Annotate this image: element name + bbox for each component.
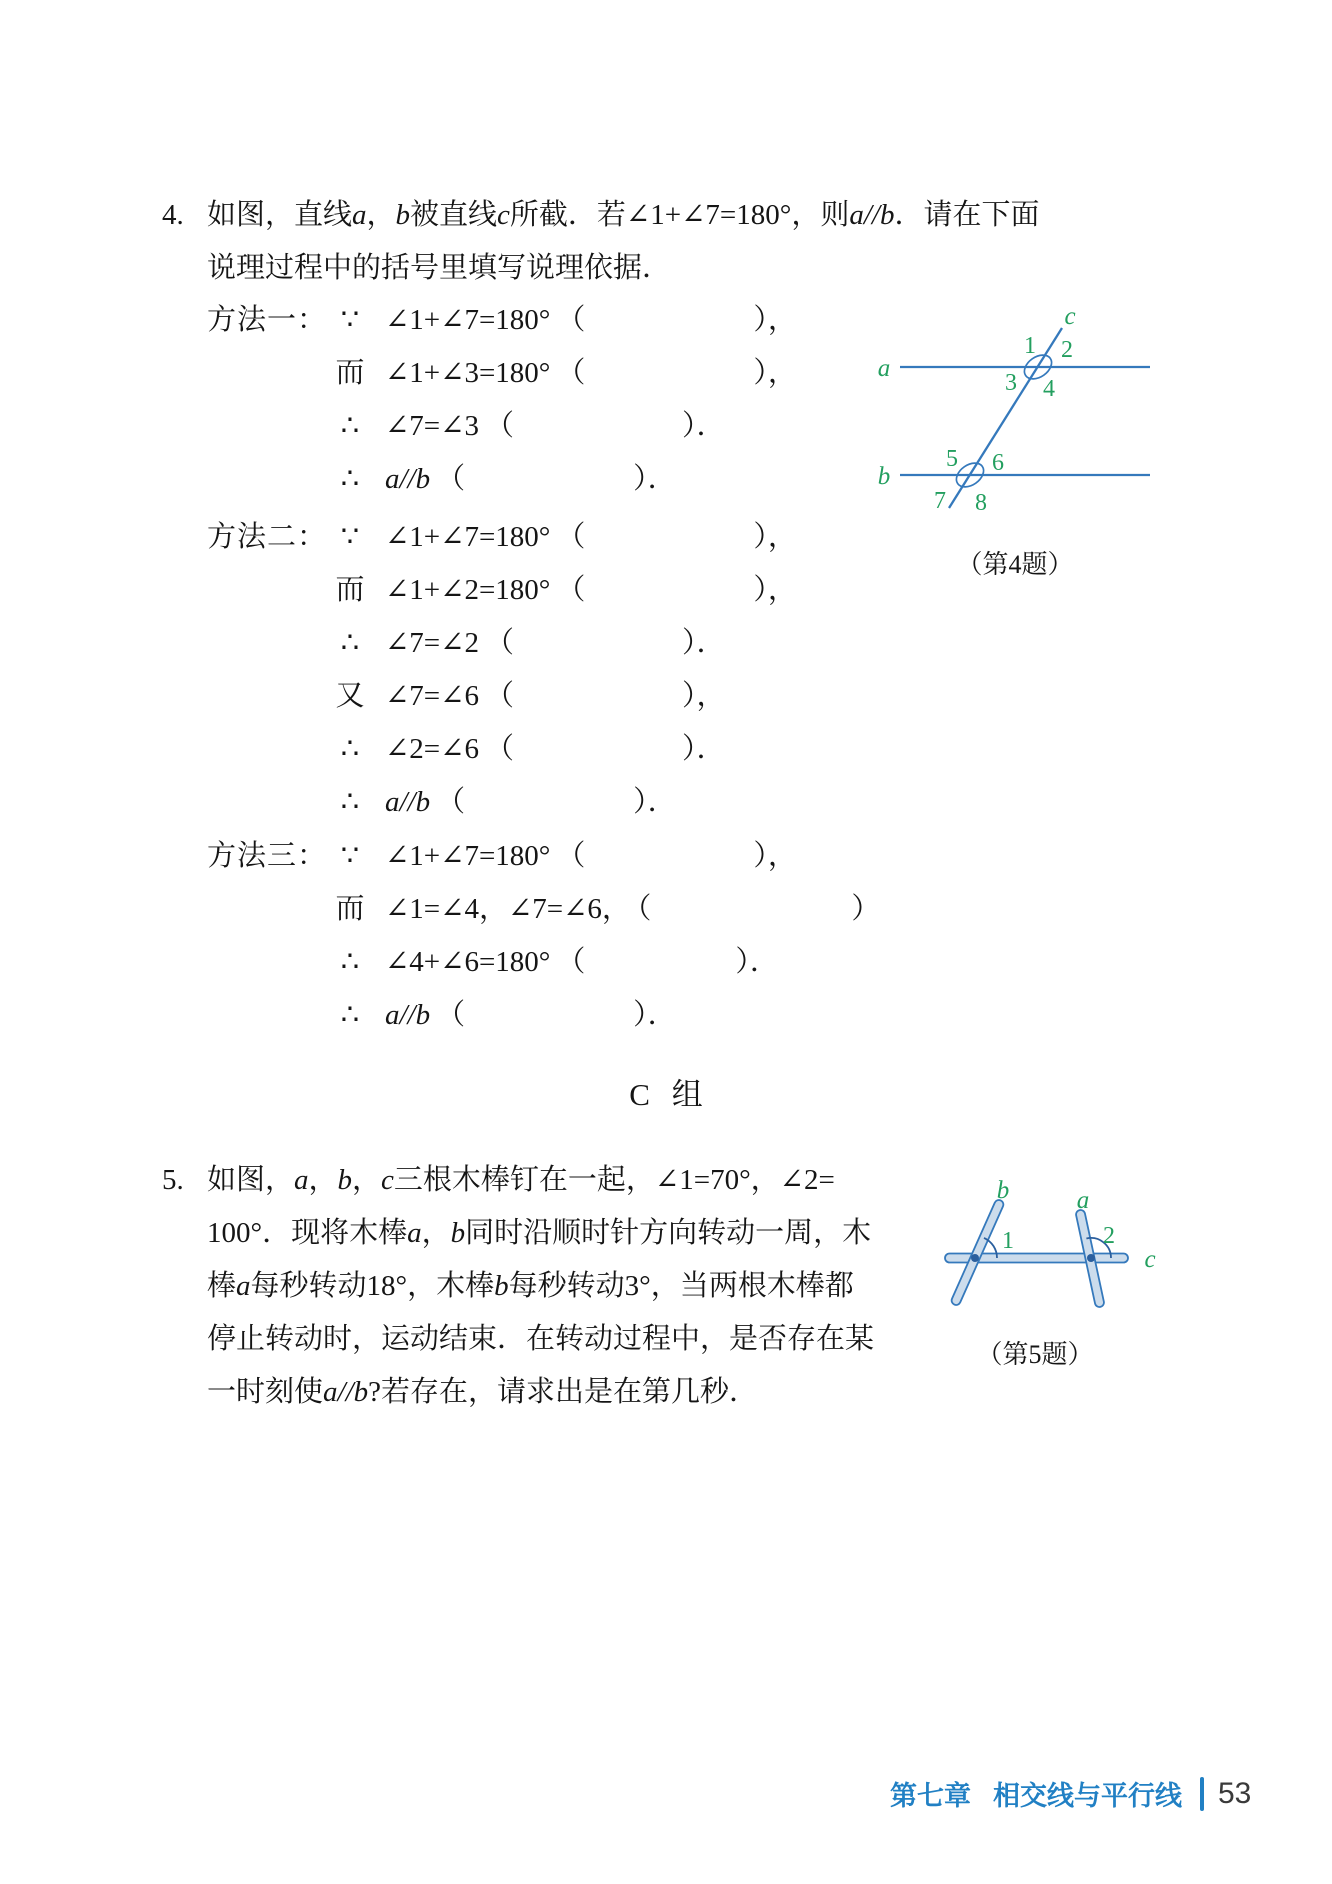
blank-for-reason [465, 1023, 633, 1024]
problem5-line-2: 100°．现将木棒a，b同时沿顺时针方向转动一周，木 [207, 1217, 872, 1249]
group-c-heading: C 组 [629, 1077, 703, 1112]
problem5-line-3: 棒a每秒转动18°，木棒b每秒转动3°，当两根木棒都 [207, 1270, 854, 1302]
close-paren: ）． [735, 946, 779, 978]
label-line-b: b [877, 463, 891, 490]
pin-b-c [971, 1254, 979, 1262]
connector: 而 [335, 893, 365, 925]
method2-row-5 [0, 729, 1332, 769]
problem4-number: 4. [162, 199, 184, 231]
formula: ∠1+∠7=180° [385, 840, 551, 872]
problem5-line-4: 停止转动时，运动结束．在转动过程中，是否存在某 [207, 1323, 875, 1355]
formula: ∠1+∠3=180° [385, 357, 551, 389]
formula: ∠7=∠3 [385, 410, 479, 442]
open-paren: （ [556, 840, 586, 872]
angle-2-label: 2 [1103, 1223, 1115, 1249]
label-stick-a: a [1076, 1187, 1090, 1214]
close-paren: ）， [681, 680, 726, 712]
open-paren: （ [484, 410, 514, 442]
figure-problem5 [935, 1180, 1175, 1320]
formula: a//b [385, 786, 431, 818]
blank-for-reason [585, 598, 753, 599]
formula: ∠4+∠6=180° [385, 946, 551, 978]
therefore-symbol: ∴ [340, 410, 360, 442]
close-paren: ）． [633, 463, 677, 495]
blank-for-reason [514, 434, 682, 435]
blank-for-reason [651, 917, 851, 918]
close-paren: ）． [681, 733, 726, 765]
blank-for-reason [465, 810, 633, 811]
formula: ∠7=∠6 [385, 680, 479, 712]
close-paren: ）， [753, 840, 797, 872]
open-paren: （ [556, 574, 586, 606]
problem4-intro-line-1: 如图，直线a，b被直线c所截．若∠1+∠7=180°，则a//b．请在下面 [207, 199, 1040, 231]
method2-row-4 [0, 676, 1332, 716]
blank-for-reason [514, 651, 682, 652]
close-paren: ）， [753, 574, 797, 606]
label-line-c: c [1064, 303, 1076, 330]
method2-row-6 [0, 782, 1332, 822]
formula: ∠1+∠7=180° [385, 521, 551, 553]
footer-chapter: 第七章 [890, 1781, 971, 1811]
close-paren: ）， [753, 304, 797, 336]
blank-for-reason [514, 757, 682, 758]
therefore-symbol: ∴ [340, 999, 360, 1031]
figure4-caption: （第4题） [956, 550, 1074, 579]
blank-for-reason [585, 545, 753, 546]
blank-for-reason [585, 381, 753, 382]
open-paren: （ [556, 521, 586, 553]
because-symbol: ∵ [340, 840, 360, 872]
therefore-symbol: ∴ [340, 786, 360, 818]
open-paren: （ [484, 680, 514, 712]
connector: 而 [335, 357, 365, 389]
footer-section: 相交线与平行线 [993, 1781, 1182, 1811]
blank-for-reason [585, 328, 753, 329]
label-stick-b: b [996, 1180, 1010, 1204]
angle-5-label: 5 [946, 446, 958, 472]
angle-6-label: 6 [992, 450, 1004, 476]
angle-1-label: 1 [1024, 333, 1036, 359]
also-connector: 又 [335, 680, 365, 712]
open-paren: （ [556, 304, 586, 336]
problem5-line-5: 一时刻使a//b?若存在，请求出是在第几秒． [207, 1376, 759, 1408]
formula: a//b [385, 463, 431, 495]
formula: a//b [385, 999, 431, 1031]
footer-divider [1200, 1777, 1204, 1811]
angle-7-label: 7 [934, 488, 946, 514]
therefore-symbol: ∴ [340, 733, 360, 765]
close-paren: ）． [633, 999, 677, 1031]
open-paren: （ [556, 946, 586, 978]
connector: 而 [335, 574, 365, 606]
angle-4-label: 4 [1043, 376, 1055, 402]
pin-a-c [1087, 1254, 1095, 1262]
close-paren: ）， [753, 357, 797, 389]
method2-row-3 [0, 623, 1332, 663]
because-symbol: ∵ [340, 521, 360, 553]
formula: ∠1=∠4，∠7=∠6， [385, 893, 631, 925]
open-paren: （ [436, 999, 466, 1031]
because-symbol: ∵ [340, 304, 360, 336]
page-number: 53 [1218, 1776, 1252, 1810]
angle-2-label: 2 [1061, 337, 1073, 363]
open-paren: （ [556, 357, 586, 389]
method3-row-3 [0, 942, 1332, 982]
figure-problem4 [855, 300, 1175, 515]
therefore-symbol: ∴ [340, 627, 360, 659]
close-paren: ） [851, 893, 881, 925]
method1-label: 方法一： [207, 304, 328, 336]
open-paren: （ [436, 463, 466, 495]
open-paren: （ [636, 893, 652, 925]
formula: ∠1+∠2=180° [385, 574, 551, 606]
formula: ∠2=∠6 [385, 733, 479, 765]
method3-row-2 [0, 889, 1332, 929]
therefore-symbol: ∴ [340, 946, 360, 978]
blank-for-reason [514, 704, 682, 705]
close-paren: ）， [753, 521, 797, 553]
close-paren: ）． [633, 786, 677, 818]
blank-for-reason [465, 487, 633, 488]
open-paren: （ [484, 733, 514, 765]
blank-for-reason [585, 970, 735, 971]
method2-label: 方法二： [207, 521, 328, 553]
problem5-line-1: 如图，a，b，c三根木棒钉在一起，∠1=70°，∠2= [207, 1164, 835, 1196]
angle-3-label: 3 [1005, 370, 1017, 396]
method3-label: 方法三： [207, 840, 328, 872]
label-stick-c: c [1144, 1246, 1156, 1273]
method3-row-4 [0, 995, 1332, 1035]
problem4-intro-line-2: 说理过程中的括号里填写说理依据． [207, 252, 672, 284]
problem5-number: 5. [162, 1164, 184, 1196]
angle-8-label: 8 [975, 490, 987, 515]
label-line-a: a [877, 355, 891, 382]
formula: ∠7=∠2 [385, 627, 479, 659]
open-paren: （ [436, 786, 466, 818]
close-paren: ）． [681, 410, 726, 442]
figure5-caption: （第5题） [976, 1340, 1094, 1369]
method3-row-1 [0, 836, 1332, 876]
open-paren: （ [484, 627, 514, 659]
close-paren: ）． [681, 627, 726, 659]
formula: ∠1+∠7=180° [385, 304, 551, 336]
blank-for-reason [585, 864, 753, 865]
page-footer [890, 1774, 1251, 1813]
therefore-symbol: ∴ [340, 463, 360, 495]
angle-1-label: 1 [1002, 1228, 1014, 1254]
